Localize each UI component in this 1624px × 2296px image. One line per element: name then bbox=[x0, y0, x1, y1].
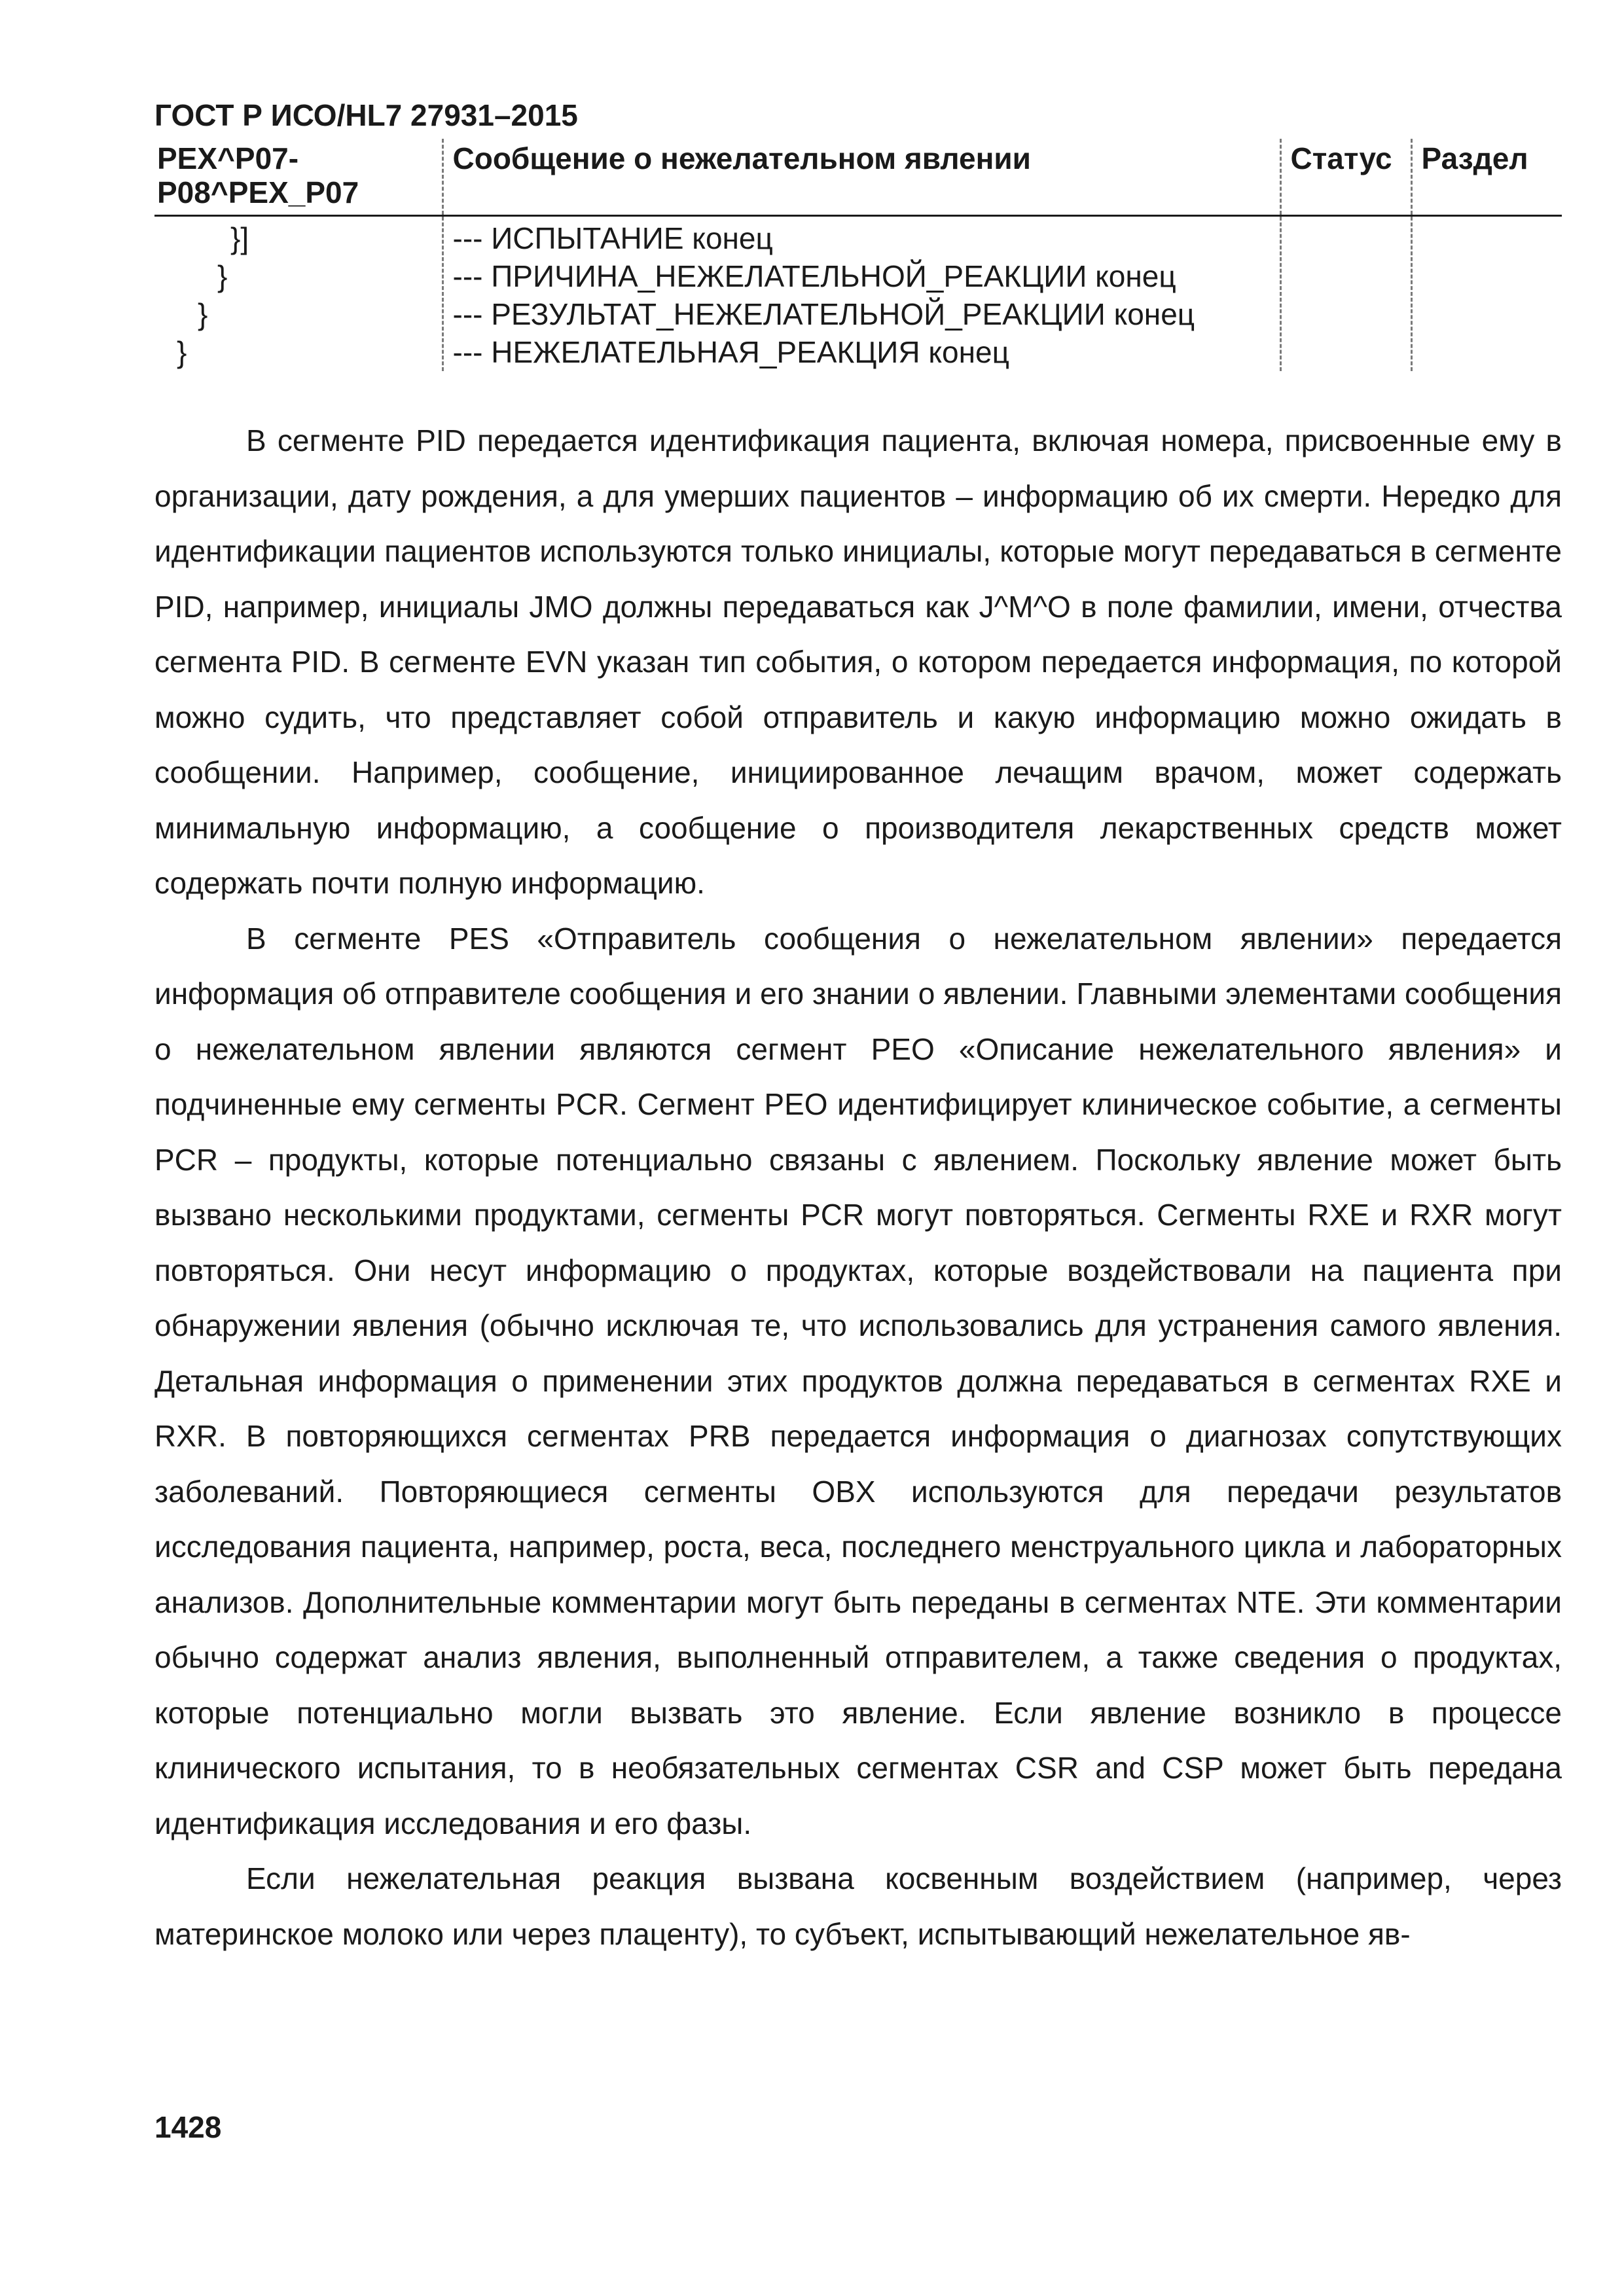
header-section: Раздел bbox=[1411, 139, 1562, 216]
header-message-type-line1: PEX^P07- bbox=[157, 141, 299, 175]
closing-brace: } bbox=[198, 297, 208, 331]
segment-group-end: --- НЕЖЕЛАТЕЛЬНАЯ_РЕАКЦИЯ конец bbox=[452, 335, 1009, 369]
table-row bbox=[154, 216, 1562, 372]
segment-group-end: --- ПРИЧИНА_НЕЖЕЛАТЕЛЬНОЙ_РЕАКЦИИ конец bbox=[452, 259, 1176, 293]
section-cell bbox=[1411, 216, 1562, 372]
body-text bbox=[154, 413, 1562, 1962]
paragraph-pes-peo: В сегменте PES «Отправитель сообщения о нежелательном явлении» передается информация об отправителе сообщения и его знании о явлении. Главными элементами сообщения о нежелательном явлении являются сегмент PEO «Описание нежелательного явления» и подчиненные ему сегменты PCR. Сегмент PEO идентифицирует клиническое событие, а сегменты PCR – продукты, которые потенциально связаны с явлением. Поскольку явление может быть вызвано несколькими продуктами, сегменты PCR могут повторяться. Сегменты RXE и RXR могут повторяться. Они несут информацию о продуктах, которые воздействовали на пациента при обнаружении явления (обычно исключая те, что использовались для устранения самого явления. Детальная информация о применении этих продуктов должна передаваться в сегментах RXE и RXR. В повторяющихся сегментах PRB передается информация о диагнозах сопутствующих заболеваний. Повторяющиеся сегменты OBX используются для передачи результатов исследования пациента, например, роста, веса, последнего менструального цикла и лабораторных анализов. Дополнительные комментарии могут быть переданы в сегментах NTE. Эти комментарии обычно содержат анализ явления, выполненный отправителем, а также сведения о продуктах, которые потенциально могли вызвать это явление. Если явление возникло в процессе клинического испытания, то в необязательных сегментах CSR and CSP может быть передана идентификация исследования и его фазы. bbox=[154, 921, 1562, 1840]
page-number: 1428 bbox=[154, 2110, 222, 2144]
closing-brace: } bbox=[177, 335, 187, 369]
header-message-type-line2: P08^PEX_P07 bbox=[157, 175, 359, 209]
status-cell bbox=[1280, 216, 1411, 372]
segment-group-end: --- ИСПЫТАНИЕ конец bbox=[452, 221, 773, 255]
header-status: Статус bbox=[1280, 139, 1411, 216]
closing-brace: }] bbox=[230, 221, 249, 255]
header-message-type bbox=[154, 139, 442, 216]
paragraph-pid-evn: В сегменте PID передается идентификация пациента, включая номера, присвоенные ему в организации, дату рождения, а для умерших пациентов – информацию об их смерти. Нередко для идентификации пациентов используются только инициалы, которые могут передаваться в сегменте PID, например, инициалы JMO должны передаваться как J^M^O в поле фамилии, имени, отчества сегмента PID. В сегменте EVN указан тип события, о котором передается информация, по которой можно судить, что представляет собой отправитель и какую информацию можно ожидать в сообщении. Например, сообщение, инициированное лечащим врачом, может содержать минимальную информацию, а сообщение о производителя лекарственных средств может содержать почти полную информацию. bbox=[154, 423, 1562, 900]
closing-brace: } bbox=[217, 259, 228, 293]
header-message-name: Сообщение о нежелательном явлении bbox=[442, 139, 1280, 216]
document-code: ГОСТ Р ИСО/HL7 27931–2015 bbox=[154, 98, 578, 132]
table-header-row bbox=[154, 139, 1562, 216]
document-page bbox=[154, 97, 1562, 1962]
segment-group-end: --- РЕЗУЛЬТАТ_НЕЖЕЛАТЕЛЬНОЙ_РЕАКЦИИ конец bbox=[452, 297, 1195, 331]
segment-names-cell bbox=[442, 216, 1280, 372]
message-structure-table bbox=[154, 139, 1562, 371]
paragraph-indirect-reaction: Если нежелательная реакция вызвана косвенным воздействием (например, через материнское молоко или через плаценту), то субъект, испытывающий нежелательное яв- bbox=[154, 1861, 1562, 1951]
segment-braces-cell bbox=[154, 216, 442, 372]
